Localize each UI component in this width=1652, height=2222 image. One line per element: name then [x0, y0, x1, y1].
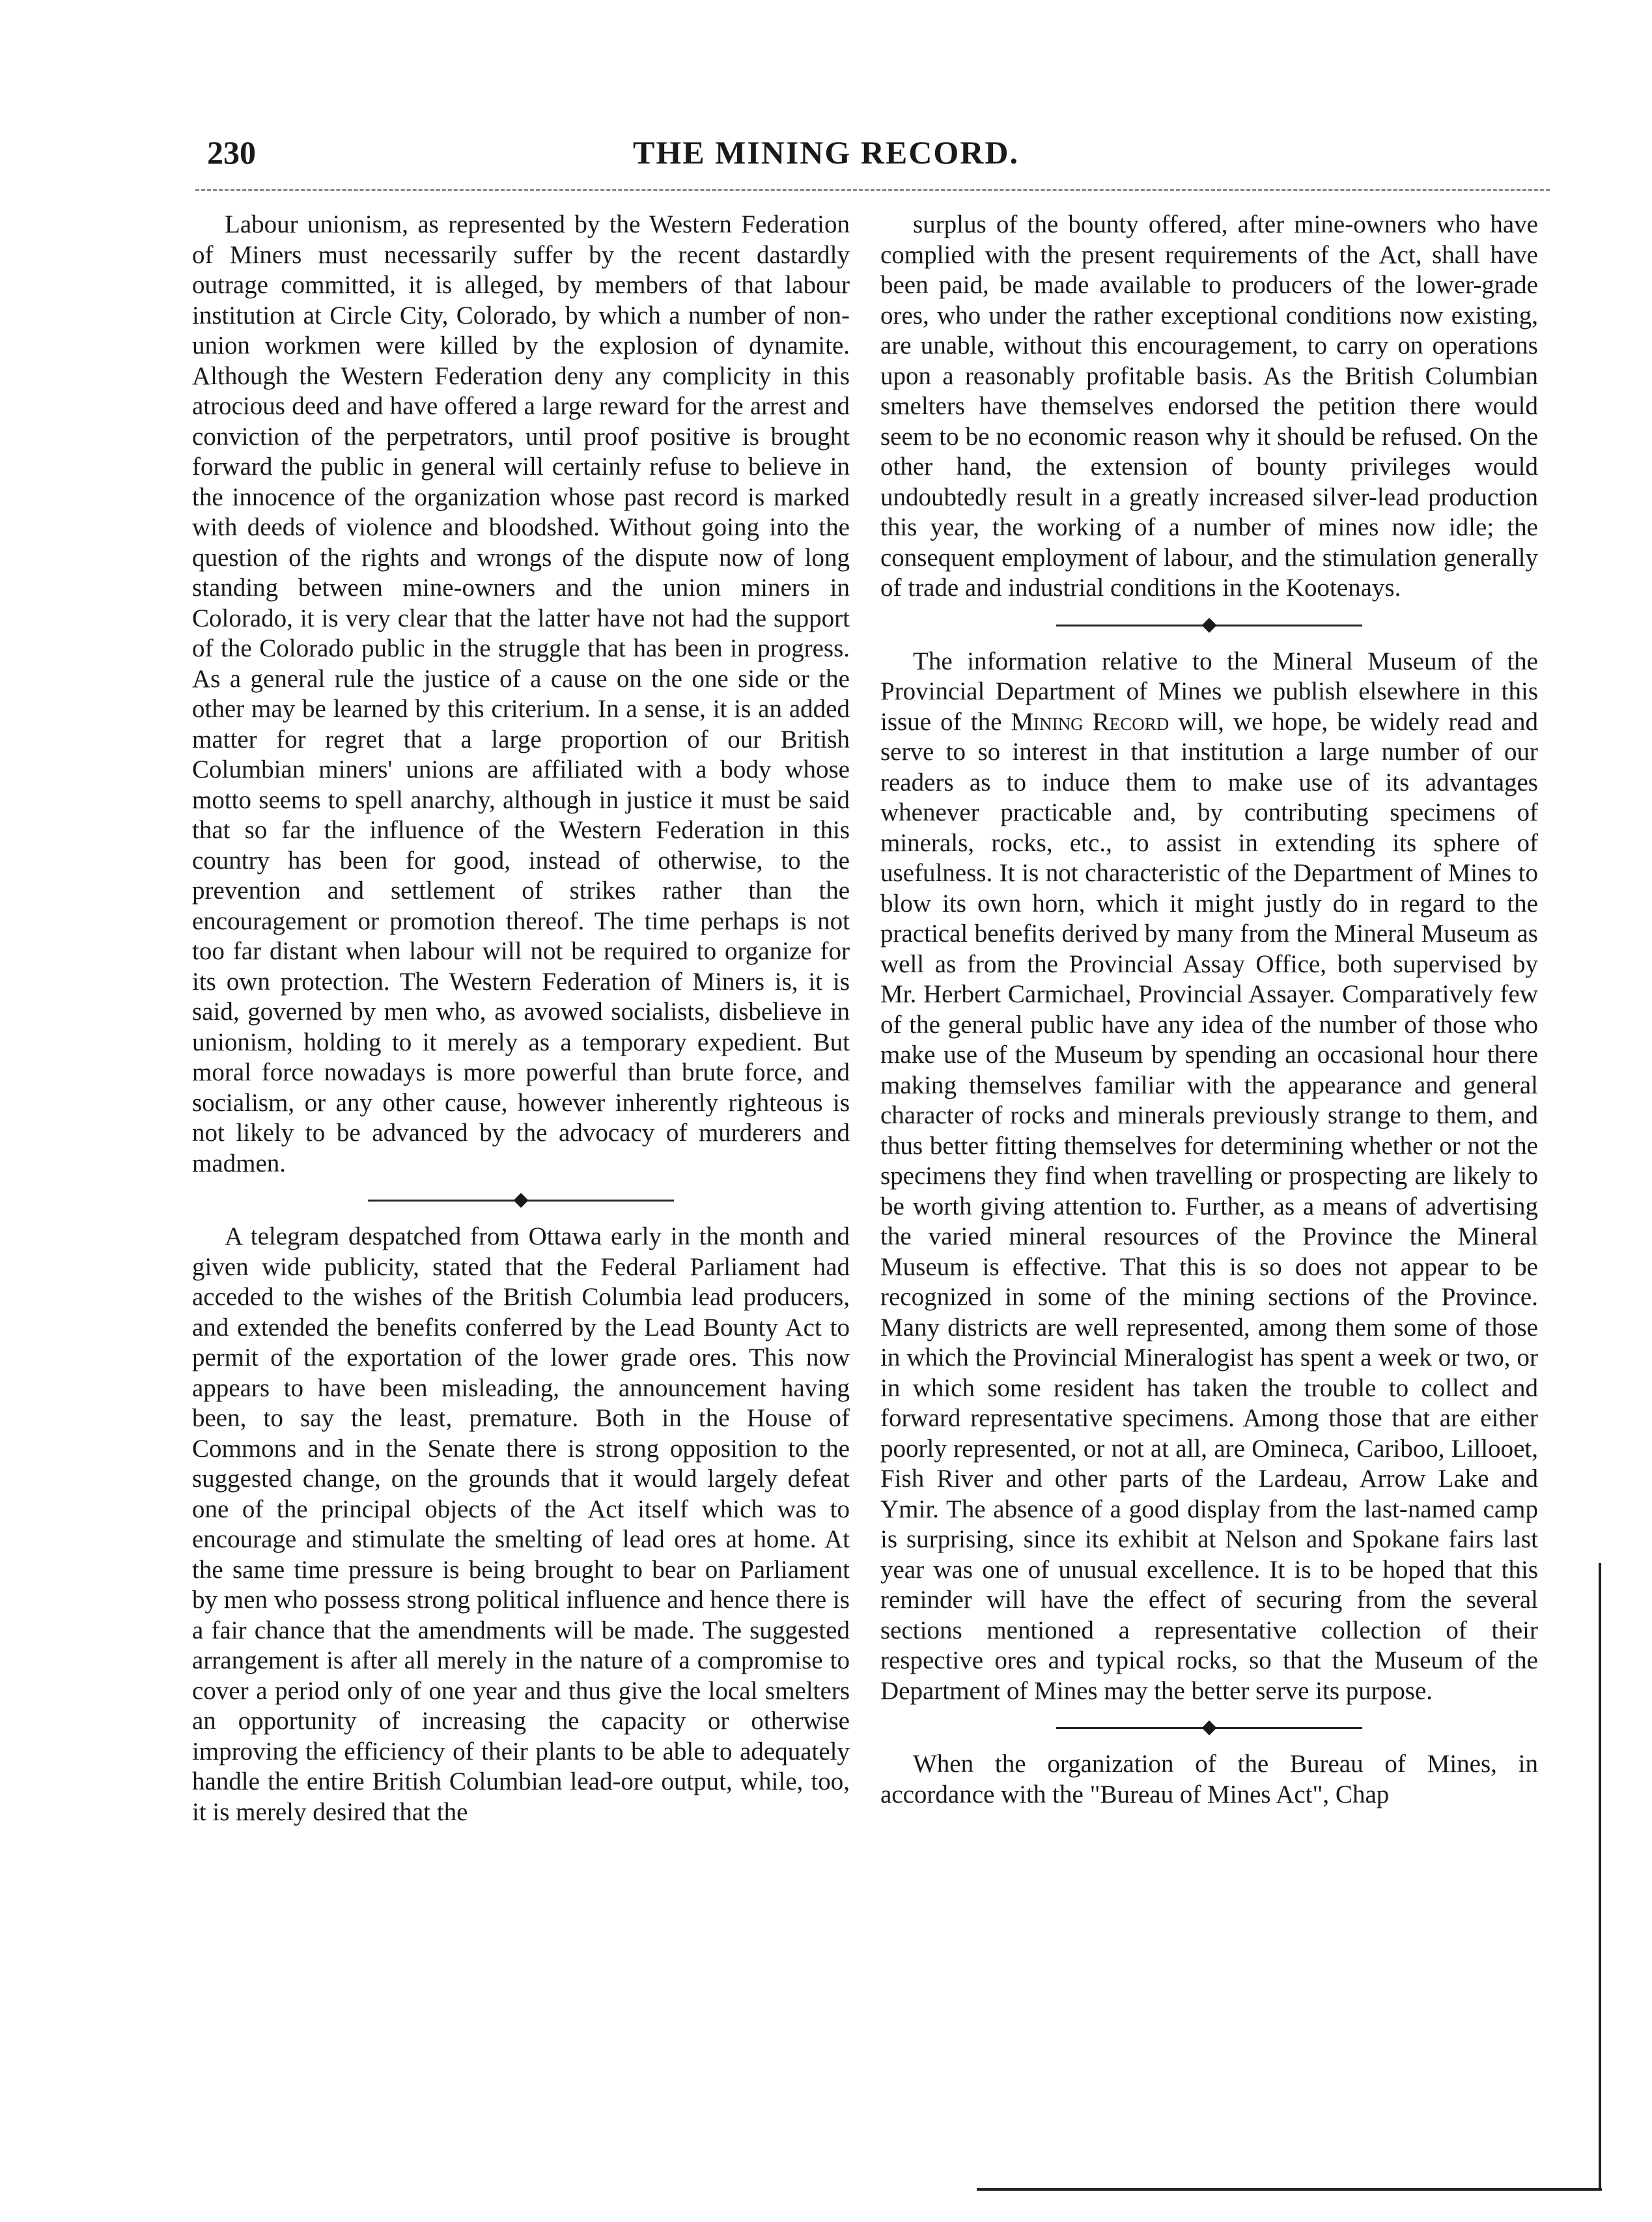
running-head-title: THE MINING RECORD.: [633, 134, 1019, 171]
editorial-labour-unionism: Labour unionism, as represented by the Western Federation of Miners must necessarily suffer by the recent dastardly outrage committed, it is alleged, by members of that labour institution at Circle City, Colorado, by which a number of non-union workmen were killed by the explosion of dynamite. Although the Western Federation deny any complicity in this atrocious deed and have offered a large reward for the arrest and conviction of the perpetrators, until proof positive is brought forward the public in general will certainly refuse to believe in the innocence of the organization whose past record is marked with deeds of violence and bloodshed. Without going into the question of the rights and wrongs of the dispute now of long standing between mine-owners and the union miners in Colorado, it is very clear that the latter have not had the support of the Colorado public in the struggle that has been in progress. As a general rule the justice of a cause on the one side or the other may be learned by this criterium. In a sense, it is an added matter for regret that a large proportion of our British Columbian miners' unions are affiliated with a body whose motto seems to spell anarchy, although in justice it must be said that so far the influence of the Western Federation in this country has been for good, instead of otherwise, to the prevention and settlement of strikes rather than the encouragement or promotion thereof. The time perhaps is not too far distant when labour will not be required to organize for its own protection. The Western Federation of Miners is, it is said, governed by men who, as avowed socialists, disbelieve in unionism, holding to it merely as a temporary expedient. But moral force nowadays is more powerful than brute force, and socialism, or any other cause, however inherently righteous is not likely to be advanced by the advocacy of murderers and madmen.: [192, 210, 850, 1177]
section-separator: [192, 1179, 850, 1222]
section-separator: [880, 604, 1538, 647]
diamond-ornament-icon: ◆: [513, 1188, 529, 1210]
editorial-mineral-museum: [880, 647, 1538, 1707]
museum-text-rest: will, we hope, be widely read and serve to so interest in that institution a large number of our readers as to induce them to make use of its advantages whenever practicable and, by contributing specimens of minerals, rocks, etc., to assist in extending its sphere of usefulness. It is not characteristic of the Department of Mines to blow its own horn, which it might justly do in regard to the practical benefits derived by many from the Mineral Museum as well as from the Provincial Assay Office, both supervised by Mr. Herbert Carmichael, Provincial Assayer. Comparatively few of the general public have any idea of the number of those who make use of the Museum by spending an occasional hour there making themselves familiar with the appearance and general character of rocks and minerals previously strange to them, and thus better fitting themselves for determining whether or not the specimens they find when travelling or prospecting are likely to be worth giving attention to. Further, as a means of advertising the varied mineral resources of the Province the Mineral Museum is effective. That this is so does not appear to be recognized in some of the mining sections of the Province. Many districts are well represented, among them some of those in which the Provincial Mineralogist has spent a week or two, or in which some resident has taken the trouble to collect and forward representative specimens. Among those that are either poorly represented, or not at all, are Omineca, Cariboo, Lillooet, Fish River and other parts of the Lardeau, Arrow Lake and Ymir. The absence of a good display from the last-named camp is surprising, since its exhibit at Nelson and Spokane fairs last year was one of unusual excellence. It is to be hoped that this reminder will have the effect of securing from the several sections mentioned a representative collection of their respective ores and typical rocks, so that the Museum of the Department of Mines may the better serve its purpose.: [880, 707, 1538, 1705]
page-edge-line: [1599, 1563, 1601, 2188]
header-rule: [195, 189, 1550, 191]
page-number: 230: [207, 134, 256, 171]
museum-text-start: The information relative to the Mineral Museum of the Provincial Department of Mines we publish elsewhere in this issue of the: [880, 647, 1538, 736]
section-separator: [880, 1706, 1538, 1749]
right-column: [880, 210, 1538, 1810]
diamond-ornament-icon: ◆: [1201, 613, 1217, 635]
page-header: [0, 134, 1652, 192]
publication-name: Mining Record: [1011, 707, 1169, 736]
page-edge-bottom: [977, 2188, 1602, 2191]
diamond-ornament-icon: ◆: [1201, 1716, 1217, 1737]
editorial-bureau-of-mines: When the organization of the Bureau of Mines, in accordance with the "Bureau of Mines Act", Chap: [880, 1750, 1538, 1808]
editorial-lead-bounty: A telegram despatched from Ottawa early in the month and given wide publicity, stated that the Federal Parliament had acceded to the wishes of the British Columbia lead producers, and extended the benefits conferred by the Lead Bounty Act to permit of the exportation of the lower grade ores. This now appears to have been misleading, the announcement having been, to say the least, premature. Both in the House of Commons and in the Senate there is strong opposition to the suggested change, on the grounds that it would largely defeat one of the principal objects of the Act itself which was to encourage and stimulate the smelting of lead ores at home. At the same time pressure is being brought to bear on Parliament by men who possess strong political influence and hence there is a fair chance that the amendments will be made. The suggested arrangement is after all merely in the nature of a compromise to cover a period only of one year and thus give the local smelters an opportunity of increasing the capacity or otherwise improving the efficiency of their plants to be able to adequately handle the entire British Columbian lead-ore output, while, too, it is merely desired that the: [192, 1222, 850, 1826]
editorial-lead-bounty-continued: surplus of the bounty offered, after mine-owners who have complied with the present requirements of the Act, shall have been paid, be made available to producers of the lower-grade ores, who under the rather exceptional conditions now existing, are unable, without this encouragement, to carry on operations upon a reasonably profitable basis. As the British Columbian smelters have themselves endorsed the petition there would seem to be no economic reason why it should be refused. On the other hand, the extension of bounty privileges would undoubtedly result in a greatly increased silver-lead production this year, the working of a number of mines now idle; the consequent employment of labour, and the stimulation generally of trade and industrial conditions in the Kootenays.: [880, 210, 1538, 602]
left-column: [192, 210, 850, 1827]
